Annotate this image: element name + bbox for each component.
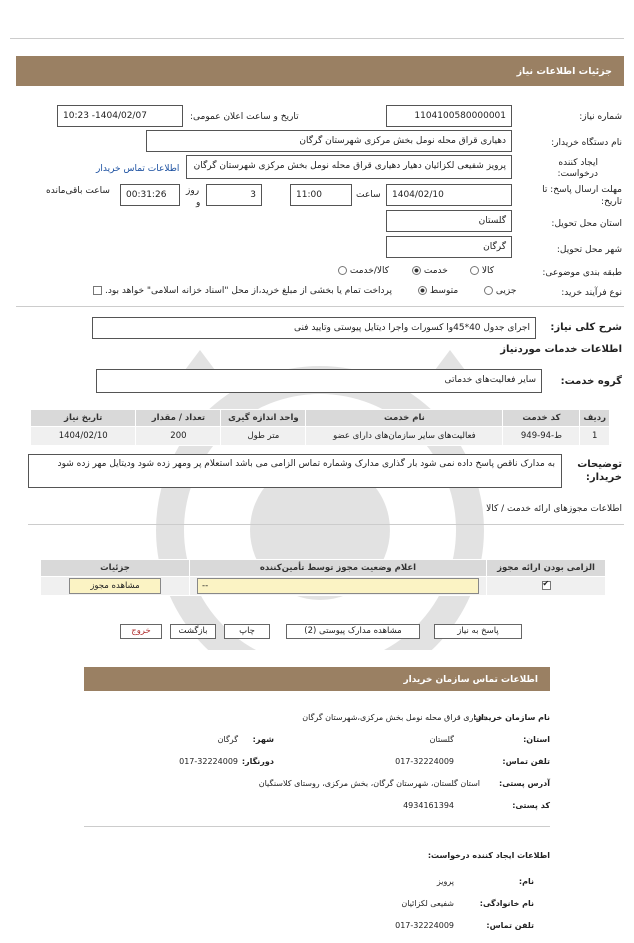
- category-both-label: کالا/خدمت: [349, 266, 390, 276]
- buyer-org-field: دهیاری قراق محله نومل بخش مرکزی شهرستان گرگان: [146, 130, 512, 152]
- contact-fax-label: دورنگار:: [241, 757, 274, 766]
- service-group-label: گروه خدمت:: [560, 376, 622, 387]
- contact-org-label: نام سازمان خریدار:: [473, 713, 550, 722]
- contact-title: اطلاعات تماس سازمان خریدار: [403, 675, 538, 685]
- attachments-button[interactable]: مشاهده مدارک پیوستی (2): [286, 624, 420, 639]
- contact-phone-label: تلفن تماس:: [502, 757, 550, 766]
- payment-option[interactable]: [52, 285, 392, 297]
- deadline-hour-field: 11:00: [290, 184, 352, 206]
- col-unit: واحد اندازه گیری: [221, 410, 306, 427]
- service-group-field: سایر فعالیت‌های خدماتی: [96, 369, 542, 393]
- radio-minor[interactable]: [484, 286, 493, 295]
- summary-label: شرح کلی نیاز:: [550, 322, 622, 333]
- radio-service[interactable]: [412, 266, 421, 275]
- required-checkbox[interactable]: [542, 581, 551, 590]
- category-service-option[interactable]: [412, 265, 448, 277]
- services-title: اطلاعات خدمات موردنیاز: [500, 344, 622, 355]
- contact-header: [84, 667, 550, 691]
- deadline-label-2: تاریخ:: [601, 197, 622, 207]
- province-field: گلستان: [386, 210, 512, 232]
- radio-both[interactable]: [338, 266, 347, 275]
- creator-field: پرویز شفیعی لکزائیان دهیار دهیاری قراق محله نومل بخش مرکزی شهرستان گرگان: [186, 155, 512, 179]
- creator-phone-value: 017-32224009: [395, 921, 454, 930]
- category-service-label: خدمت: [423, 266, 448, 276]
- col-code: کد خدمت: [503, 410, 580, 427]
- need-number-label: شماره نیاز:: [579, 112, 622, 122]
- cell-code: ط-94-949: [503, 427, 580, 446]
- buyer-contact-link[interactable]: اطلاعات تماس خریدار: [96, 164, 180, 174]
- cell-name: فعالیت‌های سایر سازمان‌های دارای عضو: [306, 427, 503, 446]
- notes-label-1: توضیحات: [577, 459, 622, 470]
- creator-name-label: نام:: [518, 877, 534, 886]
- service-table-header: [31, 410, 610, 427]
- divider-1: [16, 306, 624, 307]
- col-required: الزامی بودن ارائه مجوز: [487, 560, 606, 577]
- license-table-header: [41, 560, 606, 577]
- page-header: [16, 56, 624, 86]
- back-button[interactable]: بازگشت: [170, 624, 216, 639]
- table-row: [31, 427, 610, 446]
- cell-row: 1: [580, 427, 610, 446]
- category-goods-option[interactable]: [470, 265, 494, 277]
- radio-medium[interactable]: [418, 286, 427, 295]
- license-status-field[interactable]: --: [197, 578, 479, 594]
- creator-label-2: درخواست:: [557, 169, 598, 179]
- cell-qty: 200: [136, 427, 221, 446]
- reply-button[interactable]: پاسخ به نیاز: [434, 624, 522, 639]
- remaining-label: ساعت باقی‌مانده: [46, 186, 110, 196]
- service-table: [30, 409, 610, 446]
- checkmark-icon: ✔: [542, 579, 550, 588]
- creator-family-label: نام خانوادگی:: [479, 899, 534, 908]
- need-number-field: 1104100580000001: [386, 105, 512, 127]
- notes-field: به مدارک ناقص پاسخ داده نمی شود بار گذاری مدارک وشماره تماس الزامی می باشد استعلام پر ومهر زده شود ودیتایل مهر زده شود: [28, 454, 562, 488]
- cell-required: [487, 577, 606, 596]
- process-medium-label: متوسط: [429, 286, 459, 296]
- category-both-option[interactable]: [338, 265, 389, 277]
- exit-button[interactable]: خروج: [120, 624, 162, 639]
- creator-phone-label: تلفن تماس:: [486, 921, 534, 930]
- notes-label-2: خریدار:: [585, 472, 622, 483]
- deadline-label-1: مهلت ارسال پاسخ: تا: [542, 185, 622, 195]
- process-minor-option[interactable]: [484, 285, 516, 297]
- buyer-org-label: نام دستگاه خریدار:: [551, 138, 622, 148]
- table-row: [41, 577, 606, 596]
- creator-label-1: ایجاد کننده: [558, 158, 598, 168]
- cell-unit: متر طول: [221, 427, 306, 446]
- print-button[interactable]: چاپ: [224, 624, 270, 639]
- col-name: نام خدمت: [306, 410, 503, 427]
- city-label: شهر محل تحویل:: [556, 245, 622, 255]
- cell-date: 1404/02/10: [31, 427, 136, 446]
- divider-2: [28, 524, 624, 525]
- contact-postal-value: 4934161394: [403, 801, 454, 810]
- col-row: ردیف: [580, 410, 610, 427]
- process-minor-label: جزیی: [495, 286, 517, 296]
- process-medium-option[interactable]: [418, 285, 458, 297]
- summary-field: اجرای جدول 40*45وا کسورات واجرا دیتایل پیوستی وتایید فنی: [92, 317, 536, 339]
- contact-city-label: شهر:: [252, 735, 274, 744]
- province-label: استان محل تحویل:: [551, 219, 622, 229]
- col-qty: تعداد / مقدار: [136, 410, 221, 427]
- creator-info-title: اطلاعات ایجاد کننده درخواست:: [427, 851, 550, 860]
- contact-org-value: دهیاری قراق محله نومل بخش مرکزی،شهرستان گرگان: [302, 713, 486, 722]
- contact-province-label: استان:: [523, 735, 550, 744]
- hour-label: ساعت: [356, 190, 381, 200]
- process-label: نوع فرآیند خرید:: [561, 288, 622, 298]
- remaining-field: 00:31:26: [120, 184, 180, 206]
- contact-fax-value: 017-32224009: [179, 757, 238, 766]
- contact-postal-label: کد پستی:: [512, 801, 550, 810]
- cell-status: [190, 577, 487, 596]
- creator-name-value: پرویز: [436, 877, 454, 886]
- announce-label: تاریخ و ساعت اعلان عمومی:: [190, 112, 299, 122]
- contact-address-label: آدرس پستی:: [499, 779, 550, 788]
- contact-address-value: استان گلستان، شهرستان گرگان، بخش مرکزی، روستای کلاسنگیان: [258, 779, 480, 788]
- contact-province-value: گلستان: [429, 735, 454, 744]
- divider-3: [84, 826, 550, 827]
- col-details: جزئیات: [41, 560, 190, 577]
- creator-family-value: شفیعی لکزائیان: [401, 899, 454, 908]
- announce-field: 1404/02/07- 10:23: [57, 105, 183, 127]
- col-status: اعلام وضعیت مجوز توسط تأمین‌کننده: [190, 560, 487, 577]
- category-goods-label: کالا: [481, 266, 495, 276]
- radio-goods[interactable]: [470, 266, 479, 275]
- page-title: جزئیات اطلاعات نیاز: [516, 66, 612, 77]
- deadline-date-field: 1404/02/10: [386, 184, 512, 206]
- license-table: [40, 559, 606, 596]
- payment-checkbox[interactable]: [93, 286, 102, 295]
- category-label: طبقه بندی موضوعی:: [542, 268, 622, 278]
- top-divider: [10, 38, 624, 39]
- view-license-button[interactable]: مشاهده مجوز: [69, 578, 161, 594]
- col-date: تاریخ نیاز: [31, 410, 136, 427]
- city-field: گرگان: [386, 236, 512, 258]
- contact-city-value: گرگان: [217, 735, 238, 744]
- licenses-title: اطلاعات مجوزهای ارائه خدمت / کالا: [486, 504, 622, 514]
- days-field: 3: [206, 184, 262, 206]
- and-label: و: [196, 198, 201, 208]
- contact-phone-value: 017-32224009: [395, 757, 454, 766]
- cell-details: [41, 577, 190, 596]
- day-label: روز: [186, 186, 200, 196]
- payment-note: پرداخت تمام یا بخشی از مبلغ خرید،از محل "اسناد خزانه اسلامی" خواهد بود.: [104, 286, 392, 296]
